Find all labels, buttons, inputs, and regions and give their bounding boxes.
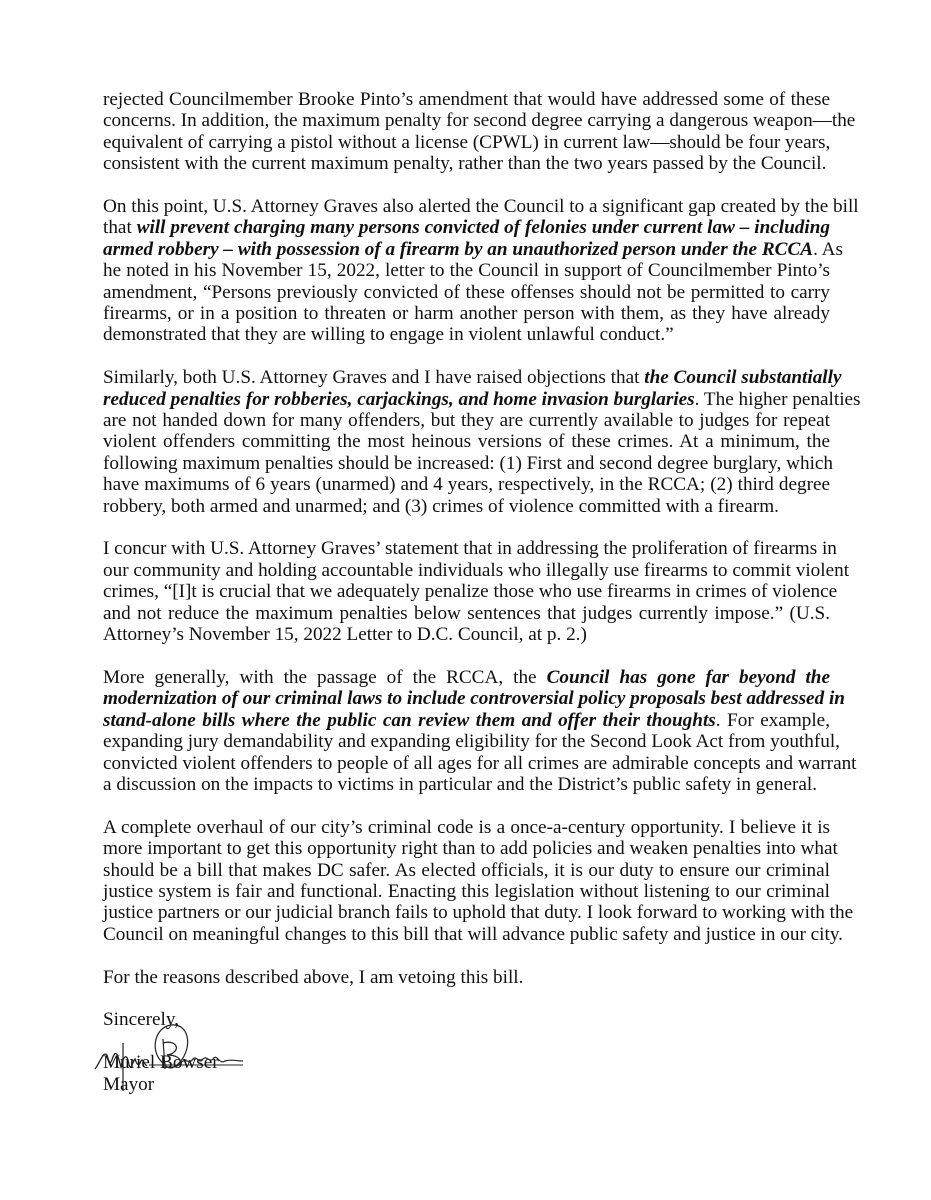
text-line (103, 731, 840, 753)
body-text: On this point, U.S. Attorney Graves also alerted the Council to a significant gap created by the bill (103, 196, 859, 218)
body-text: For the reasons described above, I am vetoing this bill. (103, 966, 524, 988)
text-line (103, 902, 854, 924)
text-line (103, 132, 830, 153)
body-text: following maximum penalties should be increased: (1) First and second degree burglary, which (103, 452, 834, 474)
body-text: justice system is fair and functional. Enacting this legislation without listening to our criminal (103, 880, 830, 902)
body-text: a discussion on the impacts to victims in particular and the District’s public safety in general. (103, 773, 818, 795)
body-text: expanding jury demandability and expanding eligibility for the Second Look Act from youthful, (103, 731, 840, 753)
body-text: crimes, “[I]t is crucial that we adequately penalize those who use firearms in crimes of violence (103, 581, 838, 603)
body-text: have maximums of 6 years (unarmed) and 4 years, respectively, in the RCCA; (2) third degree (103, 474, 830, 496)
text-line (103, 324, 830, 345)
text-line (103, 774, 830, 795)
text-line (103, 196, 859, 218)
emphasized-text: the Council substantially (644, 367, 842, 389)
emphasized-text: modernization of our criminal laws to include controversial policy proposals best addressed in (103, 688, 845, 710)
text-line (103, 603, 830, 624)
paragraph (103, 666, 857, 795)
text-line (103, 923, 843, 945)
body-text: more important to get this opportunity right than to add policies and weaken penalties into what (103, 838, 838, 860)
text-line (103, 303, 830, 324)
paragraphs (103, 89, 861, 988)
body-text: concerns. In addition, the maximum penalty for second degree carrying a dangerous weapon—the (103, 110, 856, 132)
text-line (103, 388, 861, 410)
text-line (103, 496, 830, 517)
text-line (103, 153, 830, 174)
paragraph (103, 89, 856, 175)
text-line (103, 688, 845, 710)
body-text: and not reduce the maximum penalties below sentences that judges currently impose.” (U.S. (103, 602, 830, 624)
text-line (103, 817, 830, 838)
text-line (103, 238, 843, 260)
body-text: . For example, (715, 709, 830, 731)
signer-title: Mayor (103, 1073, 155, 1095)
signature-image (93, 1021, 253, 1091)
text-line (103, 431, 830, 452)
text-line (103, 217, 830, 238)
text-line (103, 89, 830, 110)
body-text: equivalent of carrying a pistol without a license (CPWL) in current law—should be four years, (103, 131, 831, 153)
body-text: Similarly, both U.S. Attorney Graves and I have raised objections that (103, 367, 645, 389)
text-line (103, 559, 850, 581)
body-text: violent offenders committing the most heinous versions of these crimes. At a minimum, the (103, 431, 830, 453)
text-line (103, 838, 838, 860)
text-line (103, 110, 856, 132)
body-text: Attorney’s November 15, 2022 Letter to D.C. Council, at p. 2.) (103, 624, 587, 646)
paragraph (103, 816, 854, 945)
body-text: I concur with U.S. Attorney Graves’ statement that in addressing the proliferation of firearms in (103, 538, 837, 560)
text-line (103, 260, 830, 281)
body-text: rejected Councilmember Brooke Pinto’s amendment that would have addressed some of these (103, 89, 830, 110)
body-text: should be a bill that makes DC safer. As elected officials, it is our duty to ensure our criminal (103, 859, 830, 881)
text-line (103, 881, 830, 902)
emphasized-text: stand-alone bills where the public can review them and offer their thoughts (103, 709, 716, 731)
body-text: are not handed down for many offenders, but they are currently available to judges for repeat (103, 410, 830, 432)
salutation: Sincerely, (103, 1009, 180, 1031)
emphasized-text: reduced penalties for robberies, carjackings, and home invasion burglaries (103, 388, 695, 410)
emphasized-text: Council has gone far beyond the (546, 666, 830, 688)
body-text: More generally, with the passage of the RCCA, the (103, 666, 547, 688)
body-text: . The higher penalties (694, 388, 861, 410)
paragraph (103, 538, 850, 646)
letter-body (103, 89, 861, 1095)
text-line (103, 538, 837, 560)
paragraph (103, 967, 830, 988)
body-text: justice partners or our judicial branch fails to uphold that duty. I look forward to working with the (103, 902, 854, 924)
text-line (103, 282, 830, 303)
text-line (103, 967, 830, 988)
emphasized-text: will prevent charging many persons convicted of felonies under current law – including (136, 217, 831, 239)
text-line (103, 710, 830, 731)
text-line (103, 667, 830, 688)
text-line (103, 752, 857, 774)
signer-name: Muriel Bowser (103, 1052, 219, 1074)
text-line (103, 410, 830, 431)
body-text: amendment, “Persons previously convicted of these offenses should not be permitted to carry (103, 281, 830, 303)
text-line (103, 860, 830, 881)
body-text: A complete overhaul of our city’s criminal code is a once-a-century opportunity. I believe it is (103, 816, 830, 838)
paragraph (103, 196, 859, 346)
body-text: Council on meaningful changes to this bill that will advance public safety and justice in our city. (103, 923, 843, 945)
emphasized-text: armed robbery – with possession of a firearm by an unauthorized person under the RCCA (103, 238, 814, 260)
text-line (103, 367, 842, 389)
body-text: consistent with the current maximum penalty, rather than the two years passed by the Council. (103, 153, 827, 175)
body-text: convicted violent offenders to people of all ages for all crimes are admirable concepts and warrant (103, 752, 857, 774)
body-text: he noted in his November 15, 2022, letter to the Council in support of Councilmember Pinto’s (103, 260, 830, 282)
text-line (103, 452, 834, 474)
text-line (103, 624, 830, 645)
text-line (103, 474, 830, 495)
body-text: firearms, or in a position to threaten or harm another person with them, as they have already (103, 303, 830, 325)
paragraph (103, 367, 861, 517)
body-text: . As (813, 238, 843, 260)
body-text: demonstrated that they are willing to engage in violent unlawful conduct.” (103, 324, 674, 346)
closing-block (103, 1009, 830, 1095)
body-text: robbery, both armed and unarmed; and (3) crimes of violence committed with a firearm. (103, 495, 779, 517)
body-text: our community and holding accountable individuals who illegally use firearms to commit violent (103, 559, 850, 581)
text-line (103, 581, 838, 603)
body-text: that (103, 217, 137, 239)
